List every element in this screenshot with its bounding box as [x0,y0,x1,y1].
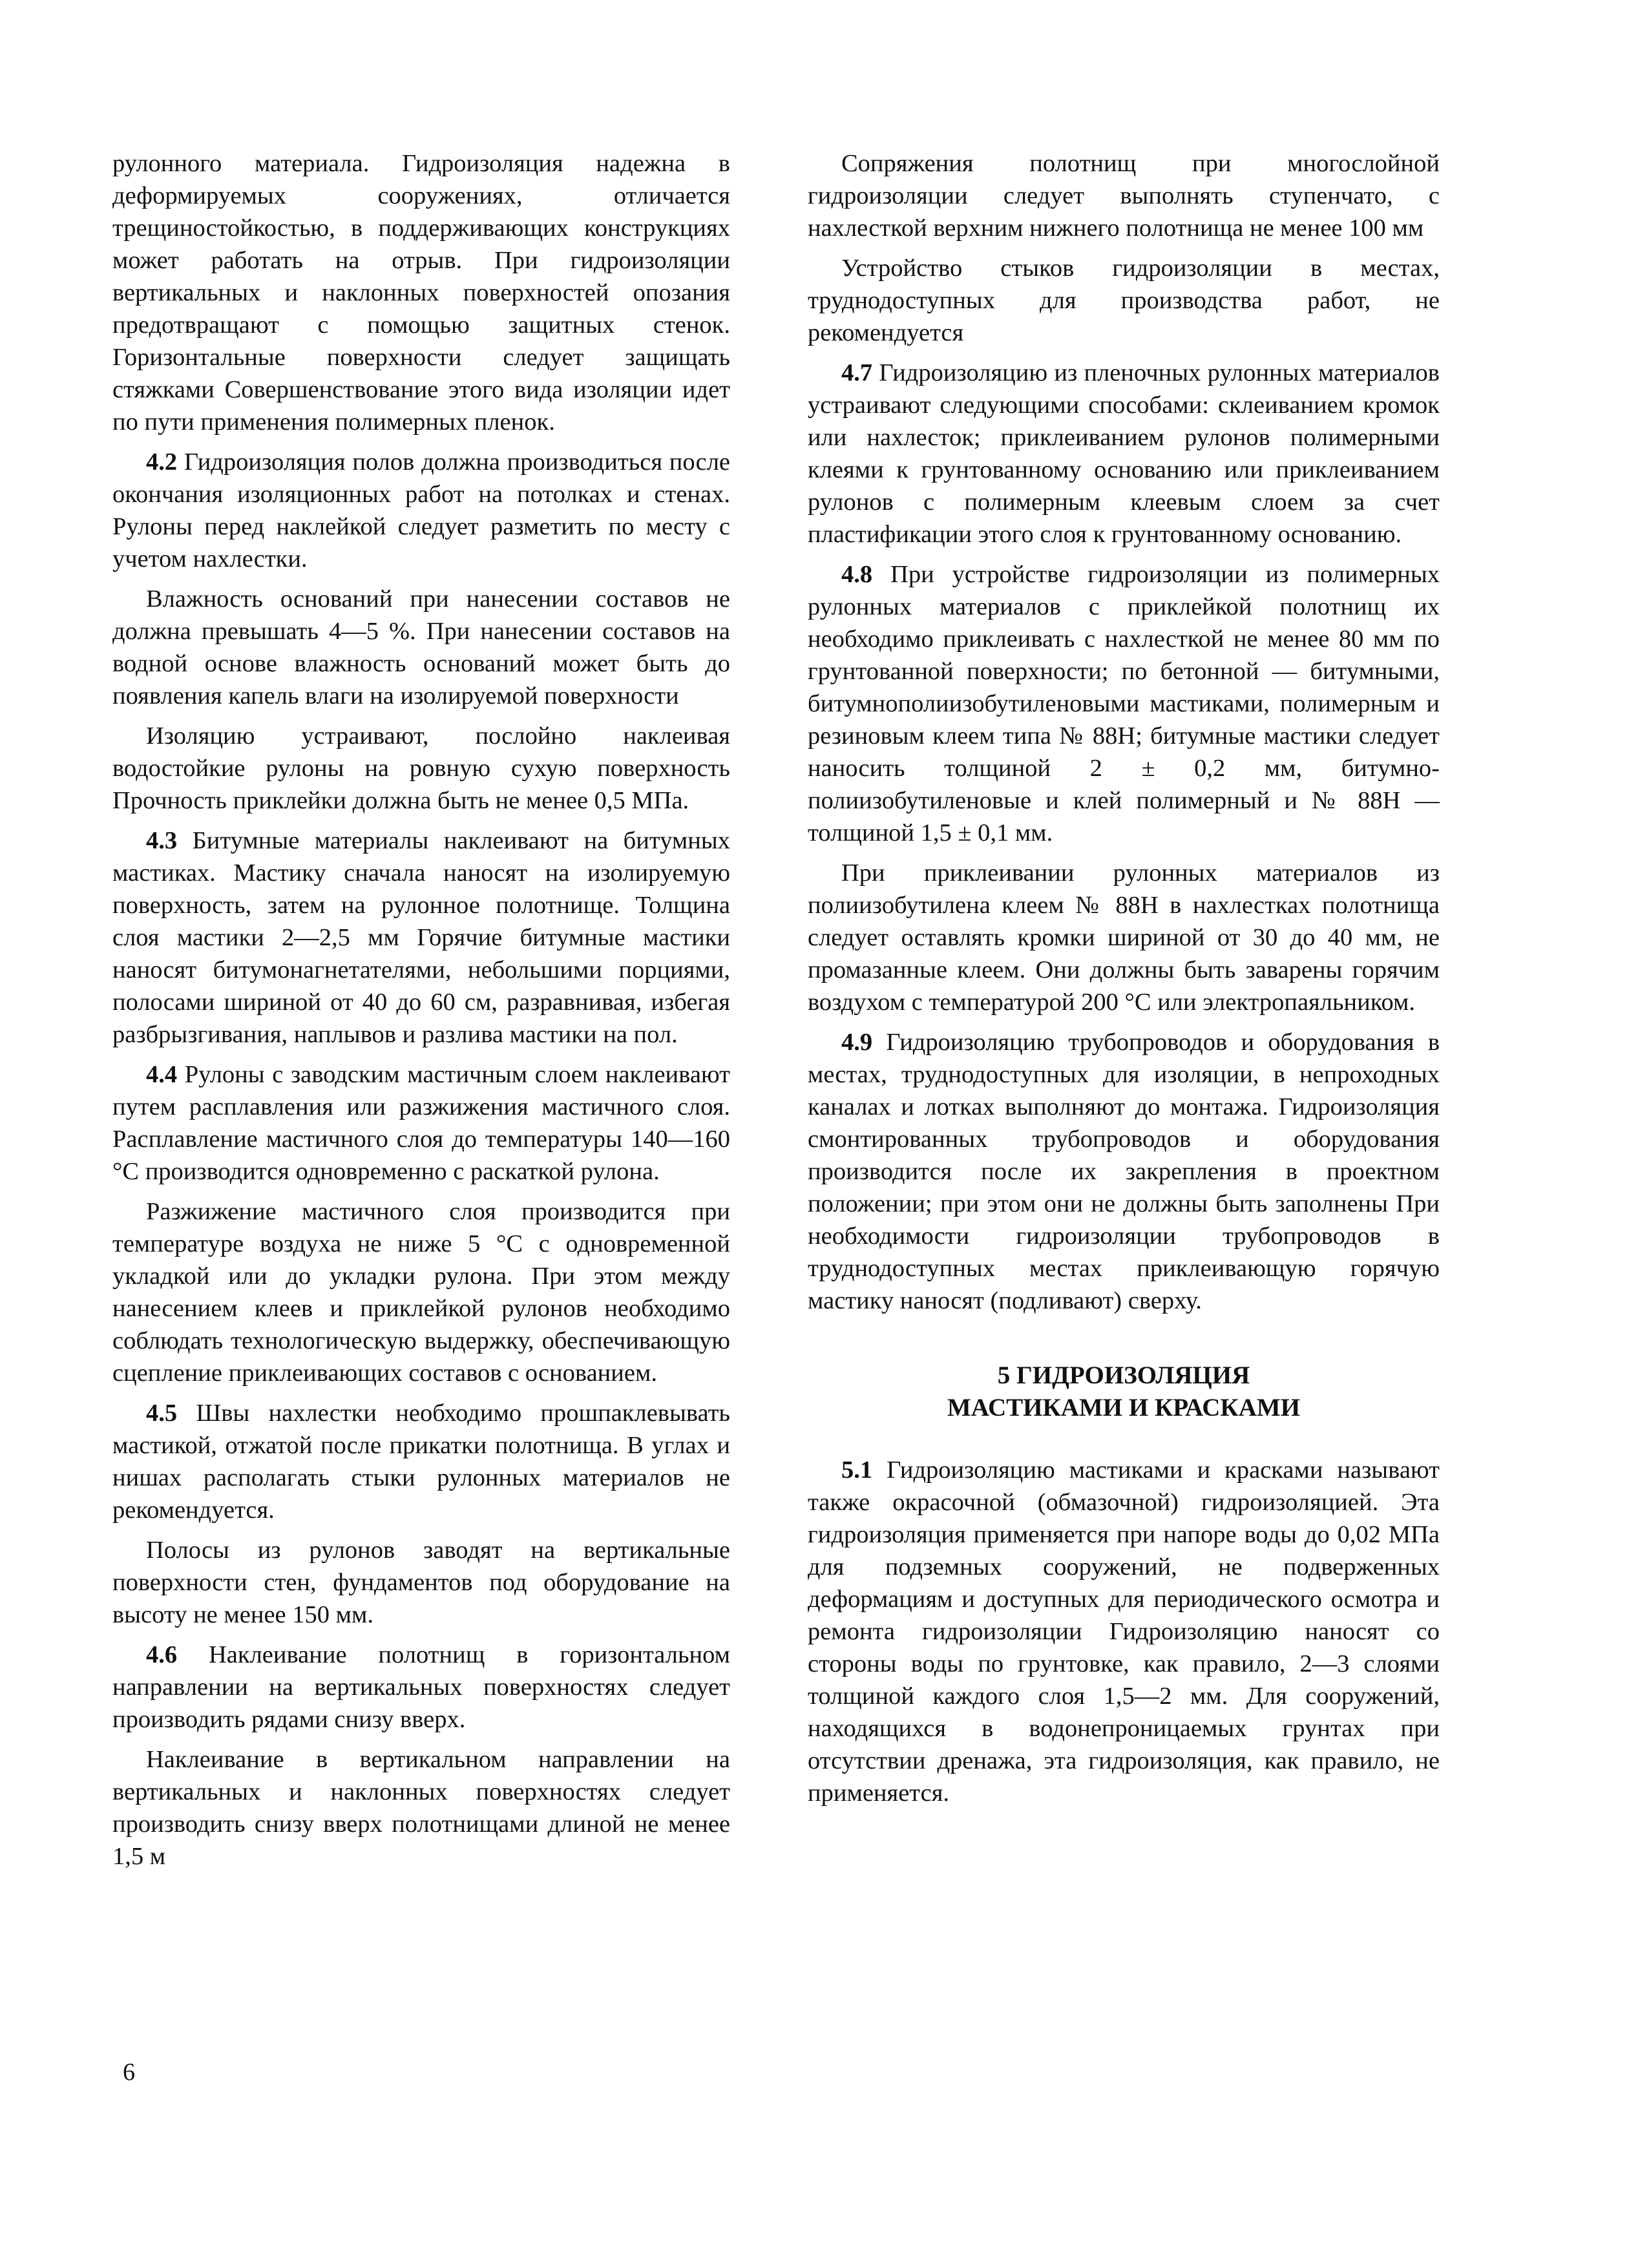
clause-number: 5.1 [841,1456,873,1484]
paragraph-text: Изоляцию устраивают, послойно наклеивая водостойкие рулоны на ровную сухую поверхность Прочность приклейки должна быть не менее 0,5 МПа. [112,722,730,814]
paragraph-text: рулонного материала. Гидроизоляция надежна в деформируемых сооружениях, отличается трещиностойкостью, в поддерживающих конструкциях может работать на отрыв. При гидроизоляции вертикальных и наклонных поверхностей опозания предотвращают с помощью защитных стенок. Горизонтальные поверхности следует защищать стяжками Совершенствование этого вида изоляции идет по пути применения полимерных пленок. [112,150,730,436]
paragraph [112,147,730,438]
paragraph [808,252,1440,349]
left-column [112,147,730,1880]
paragraph-text: Влажность оснований при нанесении составов не должна превышать 4—5 %. При нанесении составов на водной основе влажность оснований может быть до появления капель влаги на изолируемой поверхности [112,585,730,709]
paragraph [808,1026,1440,1317]
paragraph-text: Гидроизоляция полов должна производиться после окончания изоляционных работ на потолках и стенах. Рулоны перед наклейкой следует разметить по месту с учетом нахлестки. [112,448,730,572]
paragraph [808,1454,1440,1809]
paragraph [808,558,1440,849]
section-heading [808,1360,1440,1424]
paragraph [808,357,1440,551]
clause-number: 4.2 [146,448,178,476]
clause-number: 4.5 [146,1400,178,1427]
right-column [808,147,1440,1817]
paragraph-text: При приклеивании рулонных материалов из полиизобутилена клеем № 88Н в нахлестках полотнища следует оставлять кромки шириной от 30 до 40 мм, не промазанные клеем. Они должны быть заварены горячим воздухом с температурой 200 °С или электропаяльником. [808,859,1440,1016]
clause-number: 4.9 [841,1029,873,1056]
paragraph [112,720,730,817]
paragraph-text: Гидроизоляцию трубопроводов и оборудования в местах, труднодоступных для изоляции, в непроходных каналах и лотках выполняют до монтажа. Гидроизоляция смонтированных трубопроводов и оборудования производится после их закрепления в проектном положении; при этом они не должны быть заполнены При необходимости гидроизоляции трубопроводов в труднодоступных местах приклеивающую горячую мастику наносят (подливают) сверху. [808,1029,1440,1314]
paragraph-text: При устройстве гидроизоляции из полимерных рулонных материалов с приклейкой полотнищ их необходимо приклеивать с нахлесткой не менее 80 мм по грунтованной поверхности; по бетонной — битумными, битумнополиизобутиленовыми мастиками, полимерным и резиновым клеем типа № 88Н; битумные мастики следует наносить толщиной 2 ± 0,2 мм, битумно-полиизобутиленовые и клей полимерный и № 88Н — толщиной 1,5 ± 0,1 мм. [808,561,1440,846]
paragraph [112,583,730,712]
clause-number: 4.7 [841,359,873,386]
paragraph [112,1058,730,1188]
section-heading-line: МАСТИКАМИ И КРАСКАМИ [947,1394,1301,1422]
paragraph-text: Гидроизоляцию мастиками и красками называют также окрасочной (обмазочной) гидроизоляцией. Эта гидроизоляция применяется при напоре воды до 0,02 МПа для подземных сооружений, не подверженных деформациям и доступных для периодического осмотра и ремонта гидроизоляции Гидроизоляцию наносят со стороны воды по грунтовке, как правило, 2—3 слоями толщиной каждого слоя 1,5—2 мм. Для сооружений, находящихся в водонепроницаемых грунтах при отсутствии дренажа, эта гидроизоляция, как правило, не применяется. [808,1456,1440,1807]
paragraph-text: Сопряжения полотнищ при многослойной гидроизоляции следует выполнять ступенчато, с нахлесткой верхним нижнего полотнища не менее 100 мм [808,150,1440,242]
page-number: 6 [123,2059,135,2086]
paragraph [112,824,730,1051]
paragraph-text: Наклеивание полотнищ в горизонтальном направлении на вертикальных поверхностях следует производить рядами снизу вверх. [112,1641,730,1733]
paragraph [808,857,1440,1018]
paragraph [112,446,730,575]
clause-number: 4.3 [146,827,178,854]
paragraph-text: Рулоны с заводским мастичным слоем наклеивают путем расплавления или разжижения мастичного слоя. Расплавление мастичного слоя до температуры 140—160 °С производится одновременно с раскаткой рулона. [112,1061,730,1185]
paragraph [112,1639,730,1736]
paragraph-text: Швы нахлестки необходимо прошпаклевывать мастикой, отжатой после прикатки полотнища. В углах и нишах располагать стыки рулонных материалов не рекомендуется. [112,1400,730,1524]
section-heading-line: 5 ГИДРОИЗОЛЯЦИЯ [997,1361,1250,1389]
paragraph-text: Полосы из рулонов заводят на вертикальные поверхности стен, фундаментов под оборудование на высоту не менее 150 мм. [112,1537,730,1628]
paragraph [112,1534,730,1631]
clause-number: 4.4 [146,1061,178,1088]
paragraph-text: Наклеивание в вертикальном направлении на вертикальных и наклонных поверхностях следует производить снизу вверх полотнищами длиной не менее 1,5 м [112,1746,730,1870]
paragraph [808,147,1440,244]
paragraph [112,1397,730,1526]
paragraph-text: Разжижение мастичного слоя производится при температуре воздуха не ниже 5 °С с одновременной укладкой или до укладки рулона. При этом между нанесением клеев и приклейкой рулонов необходимо соблюдать технологическую выдержку, обеспечивающую сцепление приклеивающих составов с основанием. [112,1198,730,1387]
clause-number: 4.6 [146,1641,178,1668]
paragraph-text: Устройство стыков гидроизоляции в местах, труднодоступных для производства работ, не рекомендуется [808,255,1440,346]
clause-number: 4.8 [841,561,873,588]
paragraph-text: Гидроизоляцию из пленочных рулонных материалов устраивают следующими способами: склеиванием кромок или нахлесток; приклеиванием рулонов полимерными клеями к грунтованному основанию или приклеиванием рулонов с полимерным клеевым слоем за счет пластификации этого слоя к грунтованному основанию. [808,359,1440,548]
paragraph-text: Битумные материалы наклеивают на битумных мастиках. Мастику сначала наносят на изолируемую поверхность, затем на рулонное полотнище. Толщина слоя мастики 2—2,5 мм Горячие битумные мастики наносят битумонагнетателями, небольшими порциями, полосами шириной от 40 до 60 см, разравнивая, избегая разбрызгивания, наплывов и разлива мастики на пол. [112,827,730,1048]
paragraph [112,1743,730,1873]
paragraph [112,1195,730,1389]
